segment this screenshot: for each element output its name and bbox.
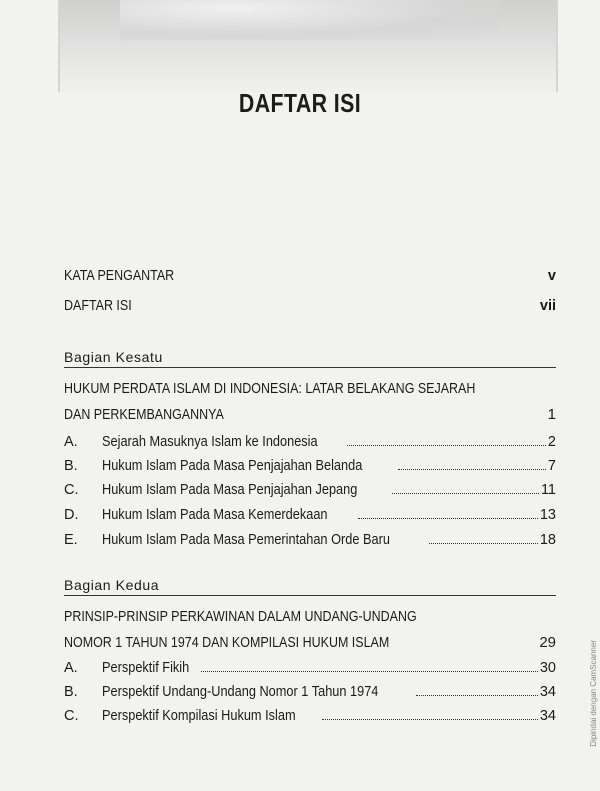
- item-text: Sejarah Masuknya Islam ke Indonesia: [102, 434, 318, 450]
- item-letter: C.: [64, 482, 79, 498]
- chapter-page: 29: [539, 634, 556, 651]
- item-letter: A.: [64, 434, 78, 450]
- item-page: 30: [539, 660, 556, 676]
- item-page: 2: [547, 434, 556, 450]
- item-letter: A.: [64, 660, 78, 676]
- chapter-title-line: HUKUM PERDATA ISLAM DI INDONESIA: LATAR BELAKANG SEJARAH: [64, 381, 476, 397]
- toc-entry-label: KATA PENGANTAR: [64, 268, 175, 284]
- dot-leader: [358, 517, 538, 519]
- item-text: Hukum Islam Pada Masa Penjajahan Jepang: [102, 482, 358, 498]
- toc-entry-kata-pengantar[interactable]: [64, 268, 556, 284]
- toc-item[interactable]: [64, 708, 556, 730]
- chapter-2-heading[interactable]: [64, 604, 556, 656]
- item-text: Perspektif Undang-Undang Nomor 1 Tahun 1974: [102, 684, 379, 700]
- toc-entry-page: v: [547, 268, 556, 284]
- item-page: 34: [539, 708, 556, 724]
- item-letter: E.: [64, 532, 78, 548]
- dot-leader: [392, 492, 539, 494]
- item-page: 7: [547, 458, 556, 474]
- chapter-title-line: PRINSIP-PRINSIP PERKAWINAN DALAM UNDANG-UNDANG: [64, 609, 417, 625]
- dot-leader: [347, 444, 546, 446]
- dot-leader: [398, 468, 546, 470]
- item-letter: C.: [64, 708, 79, 724]
- item-letter: D.: [64, 507, 79, 523]
- item-text: Perspektif Kompilasi Hukum Islam: [102, 708, 296, 724]
- dot-leader: [201, 670, 538, 672]
- toc-item[interactable]: [64, 507, 556, 529]
- item-page: 13: [539, 507, 556, 523]
- item-page: 18: [539, 532, 556, 548]
- section-heading-bagian-kesatu: Bagian Kesatu: [64, 349, 556, 368]
- item-letter: B.: [64, 458, 78, 474]
- toc-entry-label: DAFTAR ISI: [64, 298, 132, 314]
- toc-item[interactable]: [64, 532, 556, 554]
- toc-entry-page: vii: [539, 298, 556, 314]
- item-page: 34: [539, 684, 556, 700]
- item-text: Perspektif Fikih: [102, 660, 190, 676]
- item-page: 11: [540, 482, 556, 498]
- dot-leader: [429, 542, 538, 544]
- header-photo: [58, 0, 558, 92]
- chapter-1-heading[interactable]: [64, 376, 556, 428]
- item-text: Hukum Islam Pada Masa Kemerdekaan: [102, 507, 328, 523]
- item-letter: B.: [64, 684, 78, 700]
- chapter-page: 1: [547, 406, 556, 423]
- toc-item[interactable]: [64, 434, 556, 456]
- item-text: Hukum Islam Pada Masa Pemerintahan Orde Baru: [102, 532, 390, 548]
- section-heading-bagian-kedua: Bagian Kedua: [64, 577, 556, 596]
- scanner-watermark: Dipindai dengan CamScanner: [589, 640, 598, 747]
- toc-item[interactable]: [64, 684, 556, 706]
- dot-leader: [322, 718, 538, 720]
- toc-entry-daftar-isi[interactable]: [64, 298, 556, 314]
- toc-item[interactable]: [64, 458, 556, 480]
- toc-item[interactable]: [64, 482, 556, 504]
- chapter-title-line: DAN PERKEMBANGANNYA: [64, 407, 224, 423]
- toc-item[interactable]: [64, 660, 556, 682]
- dot-leader: [416, 694, 538, 696]
- item-text: Hukum Islam Pada Masa Penjajahan Belanda: [102, 458, 363, 474]
- chapter-title-line: NOMOR 1 TAHUN 1974 DAN KOMPILASI HUKUM ISLAM: [64, 635, 390, 651]
- page-title: DAFTAR ISI: [238, 88, 362, 118]
